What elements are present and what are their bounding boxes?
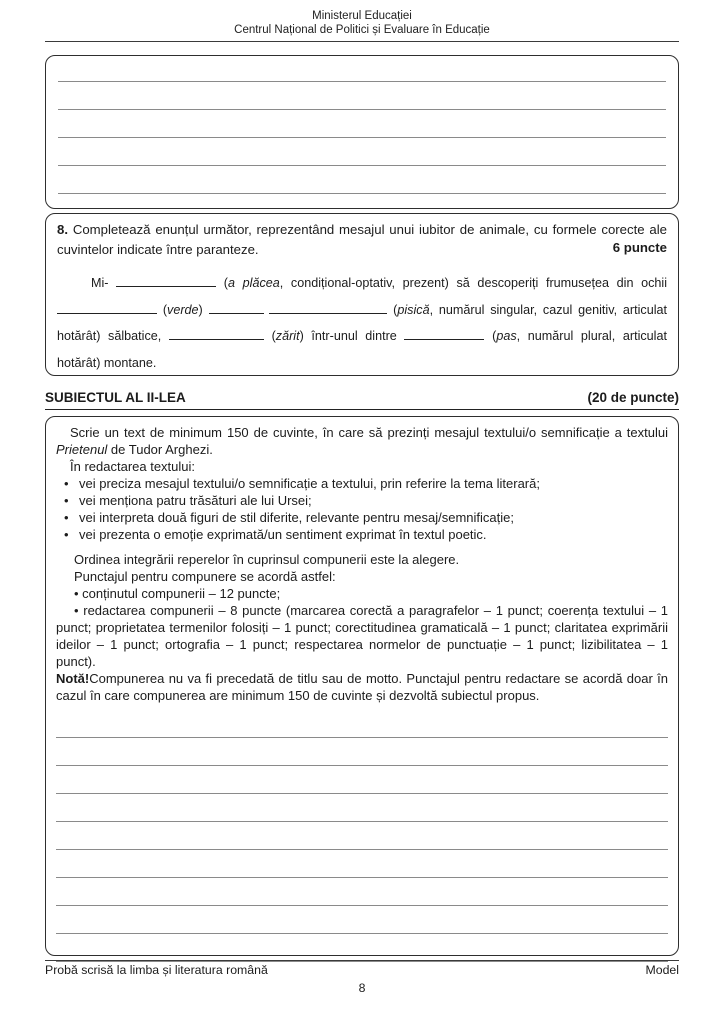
- fill-blank: [57, 301, 157, 314]
- writing-line: [58, 56, 666, 82]
- fill-blank: [269, 301, 387, 314]
- writing-line: [56, 906, 668, 934]
- answer-lines-area: [56, 714, 668, 962]
- requirement-item: • vei prezenta o emoție exprimată/un sentiment exprimat în textul poetic.: [56, 526, 668, 543]
- subject2-box: [45, 416, 679, 956]
- page-number: 8: [358, 981, 366, 995]
- requirement-item: • vei menționa patru trăsături ale lui Ursei;: [56, 492, 668, 509]
- writing-line: [58, 110, 666, 138]
- question8-fill-paragraph: Mi- (a plăcea, condițional-optativ, prezent) să descoperiți frumusețea din ochii (verde) (pisică, numărul singular, cazul genitiv, articulat hotărât) sălbatice, (zărit) într-unul dintre (pas, numărul plural, articulat hotărât) montane.: [57, 276, 667, 370]
- subject2-intro: Scrie un text de minimum 150 de cuvinte, în care să prezinți mesajul textului/o semnificație a textului Prietenul de Tudor Arghezi.: [56, 425, 668, 457]
- note-label: Notă!: [56, 671, 90, 686]
- writing-line: [56, 794, 668, 822]
- scoring-item: • conținutul compunerii – 12 puncte;: [56, 585, 668, 602]
- fill-blank: [116, 274, 216, 287]
- fill-blank: [209, 301, 264, 314]
- writing-line: [56, 822, 668, 850]
- page-footer: [45, 961, 679, 978]
- requirement-item: • vei interpreta două figuri de stil diferite, relevante pentru mesaj/semnificație;: [56, 509, 668, 526]
- subject2-title: SUBIECTUL AL II-LEA: [45, 390, 186, 405]
- writing-line: [56, 878, 668, 906]
- order-note: Ordinea integrării reperelor în cuprinsul compunerii este la alegere.: [74, 552, 460, 567]
- fill-blank: [404, 327, 484, 340]
- writing-line: [58, 82, 666, 110]
- writing-line: [56, 738, 668, 766]
- writing-line: [56, 934, 668, 962]
- footer-variant-label: Model: [645, 963, 679, 977]
- writing-line: [58, 166, 666, 194]
- subject2-instruction-intro: În redactarea textului:: [70, 459, 196, 474]
- question8-box: [45, 213, 679, 376]
- requirement-item: • vei preciza mesajul textului/o semnificație a textului, prin referire la tema literară;: [56, 475, 668, 492]
- subject2-points-label: (20 de puncte): [587, 390, 679, 405]
- poem-title: Prietenul: [56, 442, 108, 457]
- question8-prompt: 8. Completează enunțul următor, reprezentând mesajul unui iubitor de animale, cu formele corecte ale cuvintelor indicate între paranteze.: [57, 222, 667, 257]
- scoring-item: • redactarea compunerii – 8 puncte (marcarea corectă a paragrafelor – 1 punct; coerența textului – 1 punct; proprietatea termenilor folosiți – 1 punct; corectitudinea gramaticală – 1 punct; claritatea exprimării ideilor – 1 punct; ortografia – 1 punct; respectarea normelor de punctuație – 1 punct; lizibilitatea – 1 punct).: [56, 602, 668, 670]
- writing-line: [56, 714, 668, 738]
- footer-exam-name: Probă scrisă la limba și literatura română: [45, 963, 268, 977]
- subject2-heading: [45, 390, 679, 410]
- question8-points-label: 6 puncte: [612, 240, 667, 255]
- fill-blank: [169, 327, 264, 340]
- answer-lines-box-top: [45, 55, 679, 209]
- question8-number: 8.: [57, 222, 68, 237]
- scoring-intro: Punctajul pentru compunere se acordă astfel:: [74, 569, 336, 584]
- writing-line: [56, 850, 668, 878]
- writing-line: [56, 766, 668, 794]
- header-ministry: Ministerul Educației: [312, 10, 412, 22]
- note-paragraph: Notă!Compunerea nu va fi precedată de titlu sau de motto. Punctajul pentru redactare se acordă doar în cazul în care compunerea are minimum 150 de cuvinte și dezvoltă subiectul propus.: [56, 671, 668, 703]
- header-center: Centrul Național de Politici și Evaluare în Educație: [234, 24, 490, 36]
- page-header: [45, 0, 679, 42]
- writing-line: [58, 138, 666, 166]
